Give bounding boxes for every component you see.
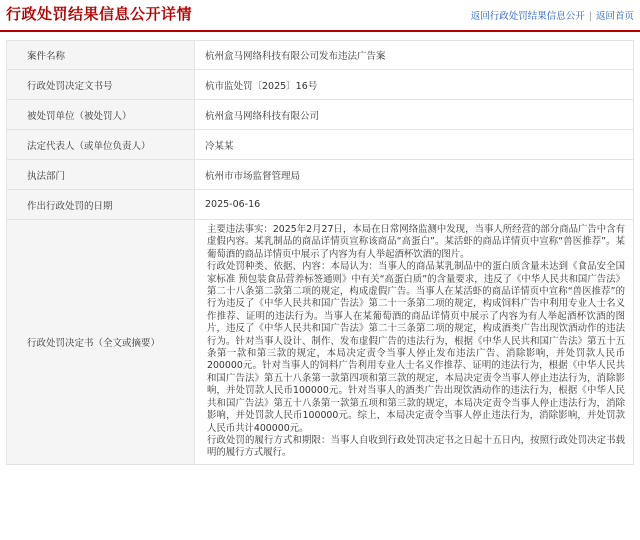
enforcement-department-label: 执法部门 [7, 160, 195, 190]
detail-table-wrapper [0, 32, 640, 465]
penalized-party-label: 被处罚单位（被处罚人） [7, 100, 195, 130]
penalty-date-value: 2025-06-16 [195, 190, 634, 220]
table-row [7, 100, 634, 130]
decision-paragraph-facts: 主要违法事实：2025年2月27日，本局在日常网络监测中发现，当事人所经营的部分商品广告中含有虚假内容。某乳制品的商品详情页宣称该商品“高蛋白”。某活虾的商品详情页中宣称“兽医推荐”。某葡萄酒的商品详情页中展示了内容为有人举起酒杯饮酒的图片。 [207, 224, 625, 260]
table-row [7, 160, 634, 190]
detail-table [6, 40, 634, 465]
table-row [7, 220, 634, 465]
decision-paragraph-penalty: 行政处罚种类、依据、内容：本局认为：当事人的商品某乳制品中的蛋白质含量未达到《食品安全国家标准 预包装食品营养标签通则》中有关“高蛋白质”的含量要求，违反了《中华人民共和国广告法》第二十八条第二款第二项的规定，构成虚假广告。当事人在某活虾的商品详情页中宣称“兽医推荐”的行为违反了《中华人民共和国广告法》第二十一条第二项的规定，构成饲料广告中利用专业人士名义作推荐、证明的违法行为。当事人在某葡萄酒的商品详情页中展示了内容为有人举起酒杯饮酒的图片，违反了《中华人民共和国广告法》第二十三条第二项的规定，构成酒类广告出现饮酒动作的违法行为。针对当事人设计、制作、发布虚假广告的违法行为，根据《中华人民共和国广告法》第五十五条第一款和第三款的规定，本局决定责令当事人停止发布违法广告、消除影响，并处罚款人民币200000元。针对当事人的饲料广告利用专业人士名义作推荐、证明的违法行为，根据《中华人民共和国广告法》第五十八条第一款第四项和第三款的规定，本局决定责令当事人停止违法行为，消除影响，并处罚款人民币100000元。针对当事人的酒类广告出现饮酒动作的违法行为，根据《中华人民共和国广告法》第五十八条第一款第五项和第三款的规定，本局决定责令当事人停止违法行为，消除影响，并处罚款人民币100000元。综上，本局决定责令当事人停止违法行为，消除影响，并处罚款人民币共计400000元。 [207, 261, 625, 434]
legal-representative-label: 法定代表人（或单位负责人） [7, 130, 195, 160]
case-name-label: 案件名称 [7, 41, 195, 70]
enforcement-department-value: 杭州市市场监督管理局 [195, 160, 634, 190]
legal-representative-value: 冷某某 [195, 130, 634, 160]
page-header [0, 0, 640, 32]
decision-paragraph-fulfillment: 行政处罚的履行方式和期限：当事人自收到行政处罚决定书之日起十五日内，按照行政处罚决定书载明的履行方式履行。 [207, 434, 625, 459]
penalized-party-value: 杭州盒马网络科技有限公司 [195, 100, 634, 130]
document-number-label: 行政处罚决定文书号 [7, 70, 195, 100]
table-row [7, 190, 634, 220]
case-name-value: 杭州盒马网络科技有限公司发布违法广告案 [195, 41, 634, 70]
table-row [7, 70, 634, 100]
penalty-date-label: 作出行政处罚的日期 [7, 190, 195, 220]
table-row [7, 130, 634, 160]
back-to-list-link[interactable]: 返回行政处罚结果信息公开 [470, 11, 585, 22]
link-separator: | [588, 11, 592, 22]
document-number-value: 杭市监处罚〔2025〕16号 [195, 70, 634, 100]
header-links [471, 8, 634, 22]
table-row [7, 41, 634, 70]
decision-label: 行政处罚决定书（全文或摘要） [7, 220, 195, 465]
decision-content [195, 220, 634, 465]
page-title: 行政处罚结果信息公开详情 [6, 5, 193, 23]
home-link[interactable]: 返回首页 [595, 11, 634, 22]
